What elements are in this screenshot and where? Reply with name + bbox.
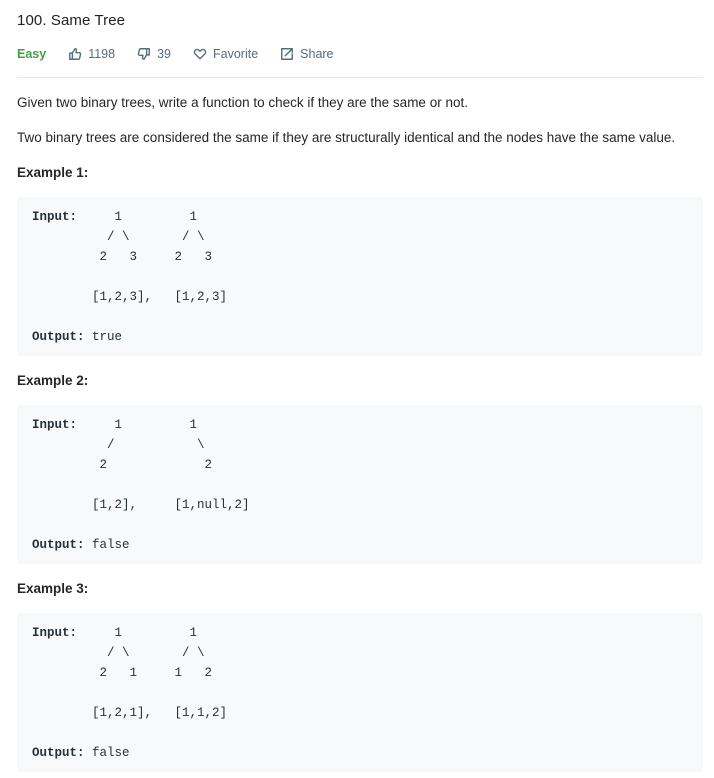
share-icon [280, 47, 294, 61]
code-line [32, 455, 212, 475]
like-count: 1198 [88, 47, 116, 61]
code-line [32, 435, 205, 455]
code-line [32, 623, 197, 643]
favorite-label: Favorite [213, 47, 259, 61]
input-label: Input: [32, 210, 78, 224]
output-label: Output: [32, 746, 85, 760]
code-line [32, 663, 212, 683]
difficulty-badge: Easy [17, 47, 47, 61]
dislike-count: 39 [157, 47, 171, 61]
code-text: 2 3 2 3 [77, 250, 213, 264]
code-text: / \ / \ [77, 646, 205, 660]
code-text: 2 2 [77, 458, 213, 472]
code-line [32, 415, 197, 435]
input-label: Input: [32, 626, 78, 640]
code-text: 1 1 [77, 418, 198, 432]
code-line [32, 495, 250, 515]
code-line [32, 743, 130, 763]
thumbs-down-icon [137, 47, 151, 61]
input-label: Input: [32, 418, 78, 432]
share-button[interactable] [280, 47, 333, 61]
code-line [32, 247, 212, 267]
code-text: / \ / \ [77, 230, 205, 244]
code-text: [1,2,3], [1,2,3] [77, 290, 228, 304]
code-line [32, 703, 227, 723]
output-value: false [84, 538, 130, 552]
output-value: true [84, 330, 123, 344]
favorite-button[interactable] [193, 47, 258, 61]
header-divider [17, 77, 703, 78]
example-heading: Example 1: [17, 165, 89, 180]
example-heading: Example 2: [17, 373, 89, 388]
code-line [32, 227, 205, 247]
heart-icon [193, 47, 207, 61]
problem-meta-row [17, 45, 356, 63]
dislike-button[interactable] [137, 47, 171, 61]
output-label: Output: [32, 538, 85, 552]
example-code-block [17, 405, 703, 564]
example-code-block [17, 613, 703, 772]
code-text: [1,2], [1,null,2] [77, 498, 250, 512]
code-text: 1 1 [77, 626, 198, 640]
description-paragraph: Given two binary trees, write a function to check if they are the same or not. [17, 95, 468, 110]
example-code-block [17, 197, 703, 356]
description-paragraph: Two binary trees are considered the same if they are structurally identical and the nodes have the same value. [17, 130, 676, 145]
output-value: false [84, 746, 130, 760]
thumbs-up-icon [68, 47, 82, 61]
like-button[interactable] [68, 47, 115, 61]
code-text: 1 1 [77, 210, 198, 224]
code-line [32, 643, 205, 663]
output-label: Output: [32, 330, 85, 344]
code-line [32, 287, 227, 307]
code-line [32, 207, 197, 227]
share-label: Share [300, 47, 334, 61]
code-text: 2 1 1 2 [77, 666, 213, 680]
code-line [32, 327, 122, 347]
example-heading: Example 3: [17, 581, 89, 596]
code-text: [1,2,1], [1,1,2] [77, 706, 228, 720]
code-text: / \ [77, 438, 205, 452]
problem-title: 100. Same Tree [17, 12, 126, 29]
code-line [32, 535, 130, 555]
